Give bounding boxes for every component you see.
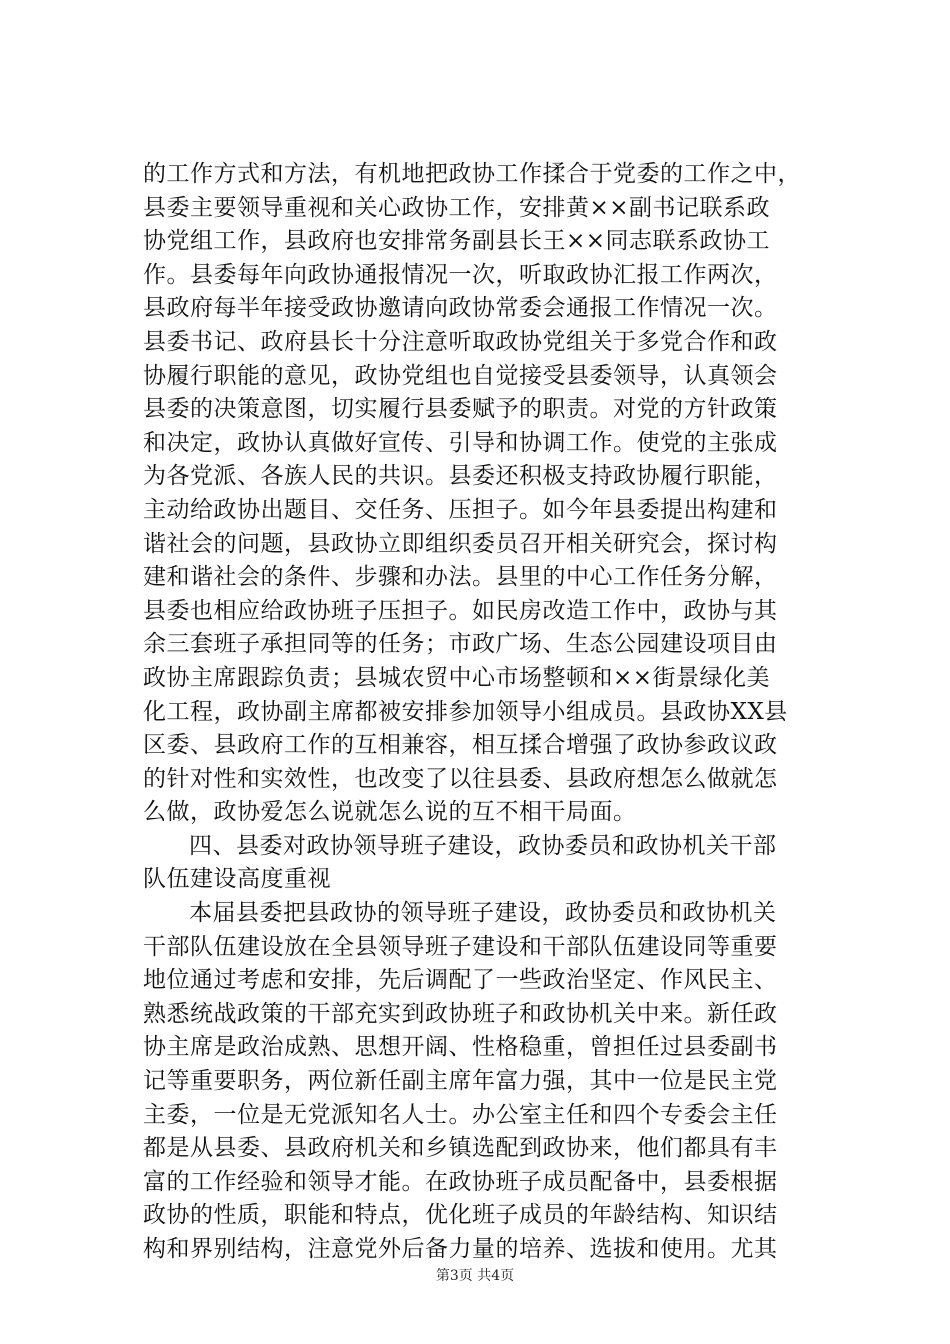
text-line: 政协主席跟踪负责；县城农贸中心市场整顿和××街景绿化美 <box>143 664 771 691</box>
text-line: 队伍建设高度重视 <box>143 866 331 893</box>
text-line: 为各党派、各族人民的共识。县委还积极支持政协履行职能， <box>143 463 778 490</box>
text-line: 主委，一位是无党派知名人士。办公室主任和四个专委会主任 <box>143 1101 778 1128</box>
text-line: 都是从县委、县政府机关和乡镇选配到政协来，他们都具有丰 <box>143 1135 778 1162</box>
text-line: 么做，政协爱怎么说就怎么说的互不相干局面。 <box>143 799 637 826</box>
page-footer: 第3页 共4页 <box>435 1268 515 1284</box>
text-line: 富的工作经验和领导才能。在政协班子成员配备中，县委根据 <box>143 1168 778 1195</box>
text-line: 地位通过考虑和安排，先后调配了一些政治坚定、作风民主、 <box>143 967 778 994</box>
text-line: 县政府每半年接受政协邀请向政协常委会通报工作情况一次。 <box>143 295 778 322</box>
text-line: 本届县委把县政协的领导班子建设，政协委员和政协机关 <box>189 900 777 927</box>
document-body <box>143 158 833 1267</box>
text-line: 的工作方式和方法，有机地把政协工作揉合于党委的工作之中， <box>143 161 801 187</box>
text-line: 协主席是政治成熟、思想开阔、性格稳重，曾担任过县委副书 <box>143 1034 778 1061</box>
text-line: 四、县委对政协领导班子建设，政协委员和政协机关干部 <box>189 832 777 859</box>
text-line: 熟悉统战政策的干部充实到政协班子和政协机关中来。新任政 <box>143 1000 778 1027</box>
text-line: 和决定，政协认真做好宣传、引导和协调工作。使党的主张成 <box>143 429 778 456</box>
text-line: 主动给政协出题目、交任务、压担子。如今年县委提出构建和 <box>143 496 778 523</box>
text-line: 作。县委每年向政协通报情况一次，听取政协汇报工作两次， <box>143 261 778 288</box>
text-line: 协党组工作，县政府也安排常务副县长王××同志联系政协工 <box>143 228 771 255</box>
text-line: 化工程，政协副主席都被安排参加领导小组成员。县政协XX县 <box>143 698 788 725</box>
text-line: 构和界别结构，注意党外后备力量的培养、选拔和使用。尤其 <box>143 1236 778 1262</box>
text-line: 记等重要职务，两位新任副主席年富力强，其中一位是民主党 <box>143 1068 778 1095</box>
text-line: 县委的决策意图，切实履行县委赋予的职责。对党的方针政策 <box>143 396 778 423</box>
text-line: 县委书记、政府县长十分注意听取政协党组关于多党合作和政 <box>143 328 778 355</box>
text-line: 县委主要领导重视和关心政协工作，安排黄××副书记联系政 <box>143 194 771 221</box>
text-line: 干部队伍建设放在全县领导班子建设和干部队伍建设同等重要 <box>143 933 778 960</box>
text-line: 协履行职能的意见，政协党组也自觉接受县委领导，认真领会 <box>143 362 778 389</box>
text-line: 建和谐社会的条件、步骤和办法。县里的中心工作任务分解， <box>143 564 778 591</box>
text-line: 政协的性质，职能和特点，优化班子成员的年龄结构、知识结 <box>143 1202 778 1229</box>
text-line: 县委也相应给政协班子压担子。如民房改造工作中，政协与其 <box>143 597 778 624</box>
text-line: 谐社会的问题，县政协立即组织委员召开相关研究会，探讨构 <box>143 530 778 557</box>
text-line: 余三套班子承担同等的任务；市政广场、生态公园建设项目由 <box>143 631 778 658</box>
text-line: 区委、县政府工作的互相兼容，相互揉合增强了政协参政议政 <box>143 732 778 759</box>
text-line: 的针对性和实效性，也改变了以往县委、县政府想怎么做就怎 <box>143 765 778 792</box>
